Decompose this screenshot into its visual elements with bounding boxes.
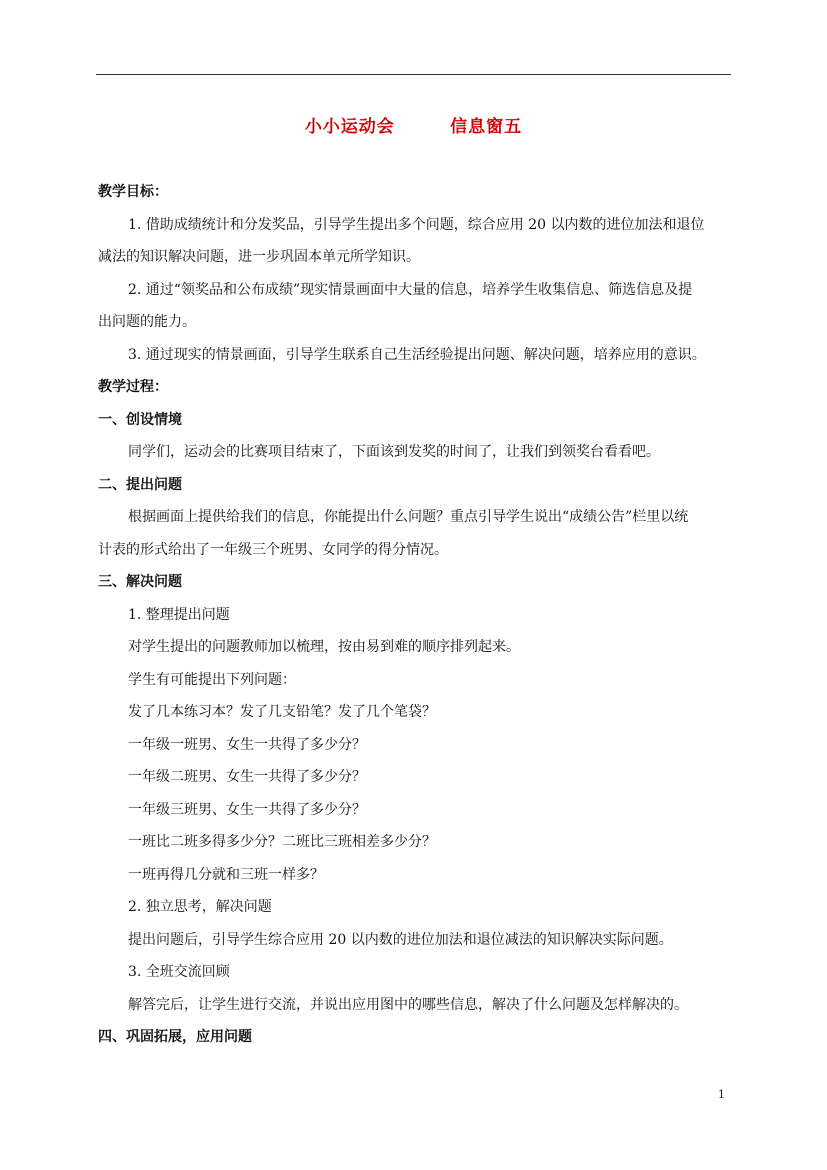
section-2-line-1: 根据画面上提供给我们的信息，你能提出什么问题？重点引导学生说出“成绩公告”栏里以统 xyxy=(128,509,689,525)
objectives-heading: 教学目标： xyxy=(98,184,168,200)
step-1: 1. 整理提出问题 xyxy=(128,607,230,623)
objective-2-line-2: 出问题的能力。 xyxy=(98,314,196,330)
header-rule xyxy=(96,74,731,75)
section-2-line-2: 计表的形式给出了一年级三个班男、女同学的得分情况。 xyxy=(98,542,448,558)
step-2-text: 提出问题后，引导学生综合应用 20 以内数的进位加法和退位减法的知识解决实际问题。 xyxy=(128,932,673,948)
objective-2-line-1: 2. 通过“领奖品和公布成绩”现实情景画面中大量的信息，培养学生收集信息、筛选信息及提 xyxy=(128,282,693,298)
section-1-heading: 一、创设情境 xyxy=(98,412,182,428)
question-6: 一班再得几分就和三班一样多？ xyxy=(128,867,324,883)
step-1-text: 对学生提出的问题教师加以梳理，按由易到难的顺序排列起来。 xyxy=(128,639,520,655)
section-2-heading: 二、提出问题 xyxy=(98,477,182,493)
section-1-text: 同学们，运动会的比赛项目结束了，下面该到发奖的时间了，让我们到领奖台看看吧。 xyxy=(128,444,660,460)
process-heading: 教学过程： xyxy=(98,379,168,395)
question-4: 一年级三班男、女生一共得了多少分？ xyxy=(128,802,366,818)
objective-3: 3. 通过现实的情景画面，引导学生联系自己生活经验提出问题、解决问题，培养应用的意识。 xyxy=(128,347,706,363)
questions-intro: 学生有可能提出下列问题： xyxy=(128,672,296,688)
question-2: 一年级一班男、女生一共得了多少分？ xyxy=(128,737,366,753)
step-3: 3. 全班交流回顾 xyxy=(128,964,230,980)
question-1: 发了几本练习本？发了几支铅笔？发了几个笔袋？ xyxy=(128,704,436,720)
section-4-heading: 四、巩固拓展，应用问题 xyxy=(98,1029,252,1045)
step-2: 2. 独立思考，解决问题 xyxy=(128,899,272,915)
document-title: 小小运动会 信息窗五 xyxy=(304,117,523,137)
objective-1-line-2: 减法的知识解决问题，进一步巩固本单元所学知识。 xyxy=(98,249,420,265)
question-3: 一年级二班男、女生一共得了多少分？ xyxy=(128,769,366,785)
page-number: 1 xyxy=(718,1088,725,1101)
question-5: 一班比二班多得多少分？二班比三班相差多少分？ xyxy=(128,834,436,850)
step-3-text: 解答完后，让学生进行交流，并说出应用图中的哪些信息，解决了什么问题及怎样解决的。 xyxy=(128,997,688,1013)
objective-1-line-1: 1. 借助成绩统计和分发奖品，引导学生提出多个问题，综合应用 20 以内数的进位加法和退位 xyxy=(128,217,705,233)
section-3-heading: 三、解决问题 xyxy=(98,574,182,590)
